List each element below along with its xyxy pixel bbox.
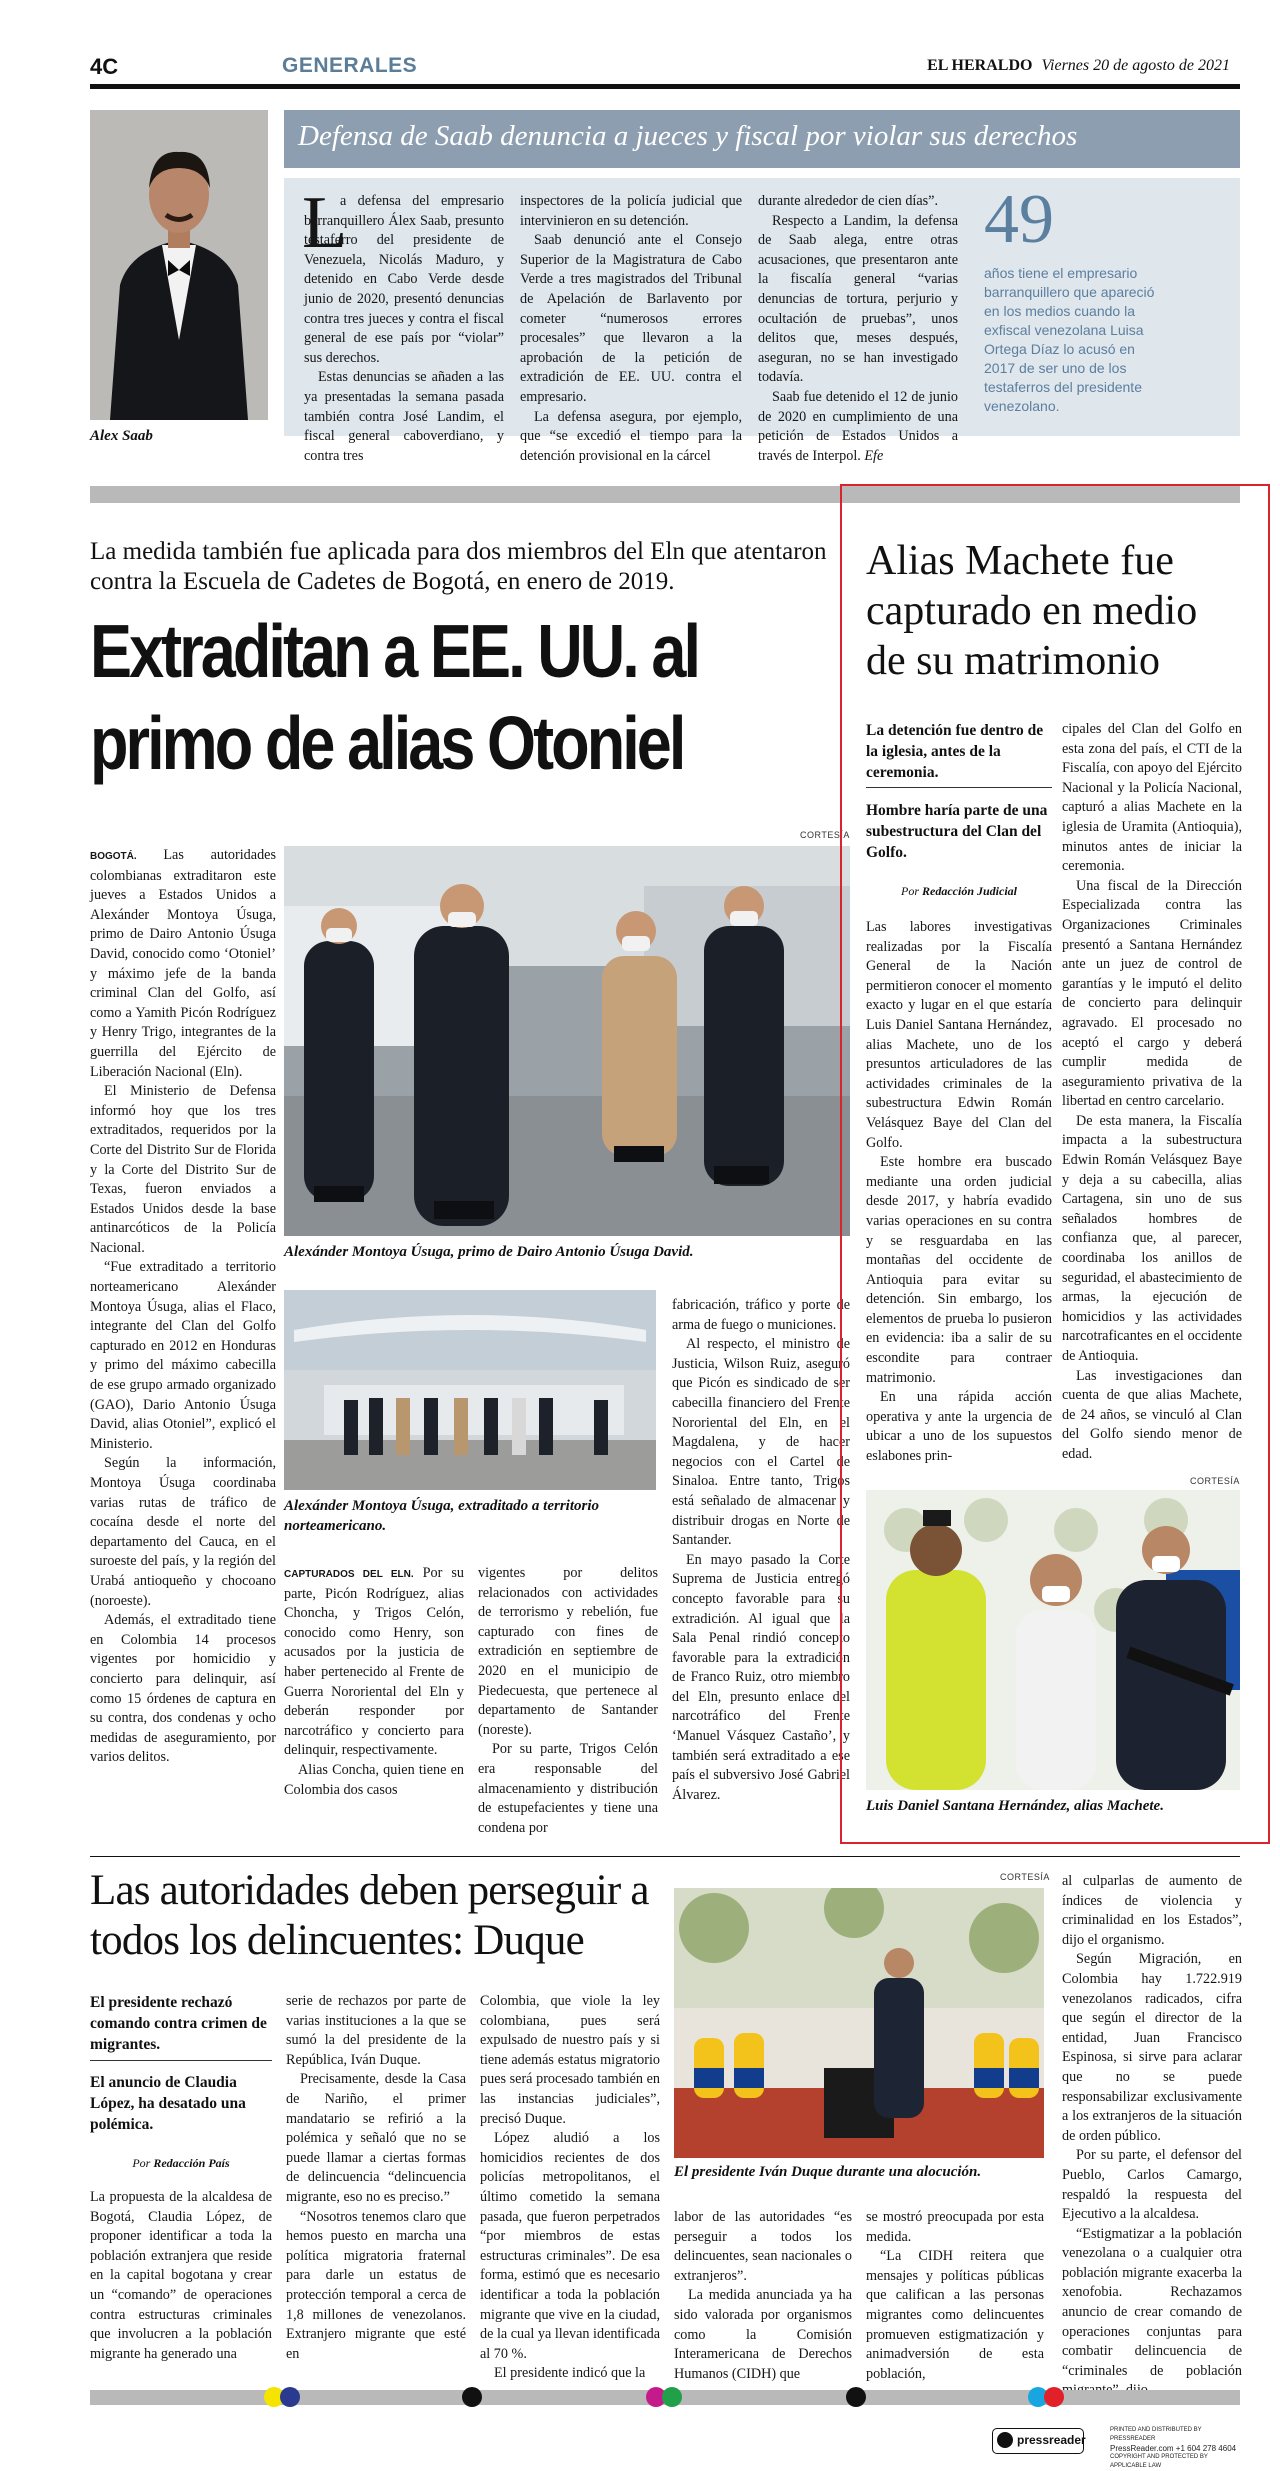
photo-caption-saab: Alex Saab: [90, 428, 153, 444]
extradition-photo: [284, 846, 850, 1236]
pressreader-fineprint: PRINTED AND DISTRIBUTED BY PRESSREADER PressReader.com +1 604 278 4604 COPYRIGHT AND PROTECTED BY APPLICABLE LAW: [1110, 2427, 1237, 2469]
dateline: BOGOTÁ.: [90, 851, 137, 862]
pressreader-brand: pressreader: [1017, 2433, 1086, 2447]
dropcap: L: [302, 182, 348, 264]
duque-headline: Las autoridades deben perseguir a todos los delincuentes: Duque: [90, 1867, 649, 1964]
duque-sub-2: El anuncio de Claudia López, ha desatado una polémica.: [90, 2074, 246, 2133]
machete-col-2: cipales del Clan del Golfo en esta zona del país, el CTI de la Fiscalía, con apoyo del Ejército Nacional y la Policía Nacional, capturó a alias Machete en la iglesia de Uramita (Antioquia), minutos antes de iniciar la ceremonia. Una fiscal de la Dirección Especializada contra las Organizaciones Criminales presentó a Santana Hernández ante un juez de control de garantías y le imputó el delito de concierto para delinquir agravado. El procesado no aceptó el cargo y deberá cumplir medida de aseguramiento privativa de la libertad en centro carcelario. De esta manera, la Fiscalía impacta a la subestructura Edwin Román Velásquez Baye y deja a su cabecilla, alias Cartagena, sin uno de sus señalados hombres de confianza que, al parecer, coordinaba los anillos de seguridad, el abastecimiento de armas, la ejecución de homicidios y las actividades narcotraficantes en el occidente de Antioquia. Las investigaciones dan cuenta de que alias Machete, de 24 años, se vinculó al Clan del Golfo siendo menor de edad.: [1062, 721, 1242, 1462]
machete-photo: [866, 1490, 1240, 1790]
machete-byline: Por Redacción Judicial: [901, 884, 1017, 898]
otoniel-col-4: fabricación, tráfico y porte de arma de fuego o municiones. Al respecto, el ministro de Justicia, Wilson Ruiz, aseguró que Picón es sindicado de ser cabecilla financiero del Frente Nororiental del Eln, en el Magdalena, y de hacer negocios con el Cartel de Sinaloa. Entre tanto, Trigos está señalado de almacenar y distribuir drogas en Norte de Santander. En mayo pasado la Corte Suprema de Justicia entregó concepto favorable para su extradición. Al igual que la Sala Penal rindió concepto favorable para la extradición de Franco Ruiz, otro miembro del Eln, presunto enlace del narcotráfico del Frente ‘Manuel Vásquez Castaño’, y también será extraditado a ese país el subversivo José Gabriel Álvarez.: [672, 1297, 850, 1803]
duque-col-6: al culparlas de aumento de índices de violencia y criminalidad en los Estados”, dijo el organismo. Según Migración, en Colombia hay 1.722.919 venezolanos radicados, cifra que según el director de la entidad, Juan Francisco Espinosa, si sirve para aclarar que no se puede responsabilizar exclusivamente a los extranjeros de la situación de orden público. Por su parte, el defensor del Pueblo, Carlos Camargo, respaldó la respuesta del Ejecutivo a la alcaldesa. “Estigmatizar a la población venezolana o a cualquier otra población migrante exacerba la xenofobia. Rechazamos anuncio de crear comando de operaciones conjuntas para combatir delincuencia de “criminales de población: [1062, 1873, 1242, 2379]
saab-col-3: durante alrededor de cien días”. Respecto a Landim, la defensa de Saab alega, entre otras acusaciones, que presentaron ante la fiscalía general “varias denuncias de tortura, perjurio y ocultación de pruebas”, unos delitos que, meses después, aseguran, no se han investigado todavía. Saab fue detenido el 12 de junio de 2020 en cumplimiento de una petición de Estados Unidos a través de Interpol. Efe: [758, 193, 958, 464]
saab-sign: Efe: [864, 447, 884, 464]
airplane-photo: [284, 1290, 656, 1490]
registration-dot-black: [462, 2387, 482, 2407]
duque-col-5: se mostró preocupada por esta medida. “La CIDH reitera que mensajes y políticas públicas que califican a las personas migrantes como delincuentes promueven estigmatización y animadversión de esta población,: [866, 2209, 1044, 2382]
header-rule: [90, 84, 1240, 89]
machete-sub-1: La detención fue dentro de la iglesia, antes de la ceremonia.: [866, 722, 1044, 781]
duque-byline: Por Redacción País: [132, 2156, 230, 2170]
pressreader-logo: [992, 2428, 1084, 2454]
registration-dot-navy: [280, 2387, 300, 2407]
newspaper-name: EL HERALDO: [927, 57, 1033, 74]
header-right: [927, 57, 1230, 75]
saab-headline: Defensa de Saab denuncia a jueces y fiscal por violar sus derechos: [298, 120, 1078, 152]
page-number: 4C: [90, 54, 119, 79]
otoniel-col-1: BOGOTÁ. Las autoridades colombianas extraditaron este jueves a Estados Unidos a Alexánder Montoya Úsuga, primo de Dairo Antonio Úsuga David, conocido como ‘Otoniel’ y máximo jefe de la banda criminal Clan del Golfo, así como a Yamith Picón Rodríguez y Henry Trigo, integrantes de la guerrilla del Ejército de Liberación Nacional (Eln). El Ministerio de Defensa informó hoy que los tres extraditados, requeridos por la Corte del Distrito Sur de Florida y la Corte del Distrito Sur de Texas, fueron enviados a Estados Unidos desde la base antinarcóticos de la Policía Nacional. “Fue extraditado a territorio norteamericano Alexánder Montoya Úsuga, alias el Flaco, integrante del Clan del Golfo capturado en 2012 en Honduras y primo del máximo cabecilla de ese grupo armado organizado (GAO), Dario Antonio Úsuga David, alias Otoniel”, explicó el Ministerio. Según la información, Montoya Úsuga coordinaba varias rutas de tráfico de cocaína desde el norte del departamento del Cauca, en el suroeste del país, y la región del Urabá antioqueño y chocoano (noroeste). Además, el extraditado tiene en Colombia 14 procesos vigentes por homicidio y concierto para delinquir, así como 15 órdenes de captura en su contra, dos condenas y ocho medidas de aseguramiento, por varios delitos.: [90, 847, 276, 1766]
registration-dot-black-2: [846, 2387, 866, 2407]
pressreader-icon: [997, 2432, 1013, 2448]
machete-col-1: Las labores investigativas realizadas por la Fiscalía General de la Nación permitieron conocer el momento exacto y lugar en el que estaría Luis Daniel Santana Hernández, alias Machete, uno de los presuntos articuladores de las actividades criminales de la subestructura Edwin Román Velásquez Baye del Clan del Golfo. Este hombre era buscado mediante una orden judicial desde 2017, y habría evadido varias operaciones en su contra y se resguardaba en las montañas del occidente de Antioquia para evitar su detención. Sin embargo, los elementos de prueba lo pusieron en evidencia: iba a salir de su escondite para contraer matrimonio. En una rápida acción operativa y ante la urgencia de ubicar a uno de los supuestos eslabones prin-: [866, 919, 1052, 1465]
photo-caption-2: Alexánder Montoya Úsuga, extraditado a territorio norteamericano.: [284, 1498, 600, 1534]
photo-credit-1: CORTESÍA: [800, 830, 850, 840]
duque-top-rule: [90, 1856, 1240, 1857]
otoniel-col-2: CAPTURADOS DEL ELN. Por su parte, Picón Rodríguez, alias Choncha, y Trigos Celón, conocido como Henry, son acusados por la justicia de haber pertenecido al Frente de Guerra Nororiental del Eln y deberán responder por narcotráfico y concierto para delinquir, respectivamente. Alias Concha, quien tiene en Colombia dos casos: [284, 1565, 464, 1798]
photo-caption-machete: Luis Daniel Santana Hernández, alias Machete.: [866, 1798, 1164, 1814]
duque-col-4: labor de las autoridades “es perseguir a todos los delincuentes, sean nacionales o extranjeros”. La medida anunciada ya ha sido valorada por organismos como la Comisión Interamericana de Derechos Humanos (CIDH) que: [674, 2209, 852, 2382]
capturados-lead: CAPTURADOS DEL ELN.: [284, 1569, 414, 1580]
stat-number: 49: [984, 181, 1054, 258]
section-label: GENERALES: [282, 54, 418, 77]
duque-col-3: Colombia, que viole la ley colombiana, pues será expulsado de nuestro país y si tiene además estatus migratorio pues será procesado también en las instancias judiciales”, precisó Duque. López aludió a los homicidios recientes de dos policías metropolitanos, el último cometido la semana pasada, que fueron perpetrados “por miembros de estas estructuras criminales”. De esa forma, estimó que es necesario identificar a toda la población migrante que vive en la ciudad, de la cual ya llevan identificada al 70 %. El presidente indicó que la: [480, 1993, 661, 2382]
stat-text: años tiene el empresario barranquillero que apareció en los medios cuando la exfiscal venezolana Luisa Ortega Díaz lo acusó en 2017 de ser uno de los testaferros del presidente venezolano.: [984, 265, 1155, 414]
duque-col-2: serie de rechazos por parte de varias instituciones a la que se sumó la del presidente de la República, Iván Duque. Precisamente, desde la Casa de Nariño, el primer mandatario se refirió a la polémica y señaló que no se puede llamar a ciertas formas de delincuencia “delincuencia migrante, eso no es preciso.” “Nosotros tenemos claro que hemos puesto en marcha una política migratoria fraternal para darle un estatus de protección temporal a cerca de 1,8 millones de venezolanos. Extranjero migrante que esté en: [286, 1993, 466, 2362]
alex-saab-photo: [90, 110, 268, 420]
photo-caption-1: Alexánder Montoya Úsuga, primo de Dairo Antonio Úsuga David.: [284, 1244, 694, 1260]
duque-sub-1: El presidente rechazó comando contra crimen de migrantes.: [90, 1994, 267, 2053]
duque-photo: [674, 1888, 1044, 2158]
issue-date: Viernes 20 de agosto de 2021: [1041, 57, 1230, 74]
registration-dot-green: [662, 2387, 682, 2407]
machete-headline: Alias Machete fue capturado en medio de su matrimonio: [866, 538, 1198, 684]
registration-dot-red: [1044, 2387, 1064, 2407]
otoniel-kicker: La medida también fue aplicada para dos miembros del Eln que atentaron contra la Escuela de Cadetes de Bogotá, en enero de 2019.: [90, 538, 827, 595]
saab-col-2: inspectores de la policía judicial que intervinieron en su detención. Saab denunció ante el Consejo Superior de la Magistratura de Cabo Verde a tres magistrados del Tribunal de Apelación de Barlavento por cometer “numerosos errores procesales” que llevaron a la aprobación de la petición de extradición de EE. UU. contra el empresario. La defensa asegura, por ejemplo, que “se excedió el tiempo para la detención provisional en la cárcel: [520, 193, 742, 464]
otoniel-headline: Extraditan a EE. UU. al primo de alias Otoniel: [90, 609, 699, 785]
saab-body-box: [284, 178, 1240, 464]
saab-headline-bar: [284, 110, 1240, 168]
machete-sub-2: Hombre haría parte de una subestructura del Clan del Golfo.: [866, 802, 1048, 861]
otoniel-col-3: vigentes por delitos relacionados con actividades de terrorismo y rebelión, fue capturado con fines de extradición en septiembre de 2020 en el municipio de Piedecuesta, que pertenece al departamento de Santander (noreste). Por su parte, Trigos Celón era responsable del almacenamiento y distribución de estupefacientes y tiene una condena por: [478, 1565, 658, 1836]
photo-caption-duque: El presidente Iván Duque durante una alocución.: [674, 2164, 982, 2180]
page-header: [90, 52, 1240, 82]
saab-col-1: L a defensa del empresario barranquillero Álex Saab, presunto testaferro del presidente de Venezuela, Nicolás Maduro, y detenido en Cabo Verde desde junio de 2020, presentó denuncias contra tres jueces y contra el fiscal general de ese país por “violar” sus derechos. Estas denuncias se añaden a las ya presentadas la semana pasada también contra José Landim, el fiscal general caboverdiano, y contra tres: [302, 182, 504, 464]
duque-col-1: La propuesta de la alcaldesa de Bogotá, Claudia López, de proponer identificar a toda la población extranjera que reside en la capital bogotana y crear un “comando” de operaciones contra estructuras criminales que involucren a la población migrante ha generado una: [90, 2189, 272, 2362]
photo-credit-duque: CORTESÍA: [1000, 1872, 1050, 1882]
photo-credit-machete: CORTESÍA: [1190, 1476, 1240, 1486]
